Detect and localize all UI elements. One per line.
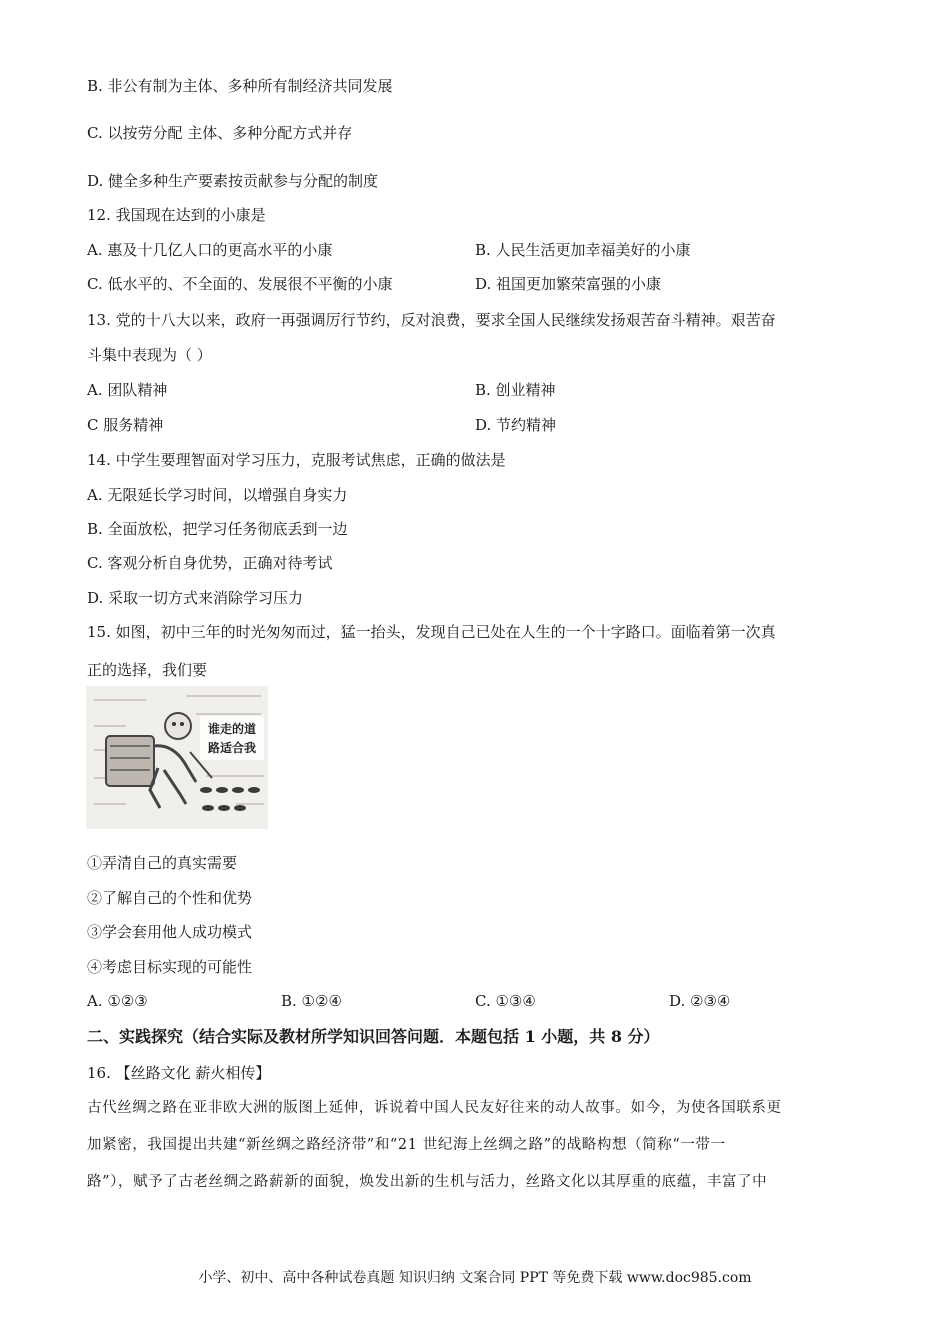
q11-option-b: B. 非公有制为主体、多种所有制经济共同发展 <box>87 77 393 95</box>
q16-paragraph-line2: 加紧密，我国提出共建“新丝绸之路经济带”和“21 世纪海上丝绸之路”的战略构想（简称“一带一 <box>87 1137 726 1153</box>
q15-choice-a: A. ①②③ <box>87 992 148 1010</box>
q14-stem: 14. 中学生要理智面对学习压力，克服考试焦虑，正确的做法是 <box>87 451 506 469</box>
q12-option-a: A. 惠及十几亿人口的更高水平的小康 <box>87 241 333 259</box>
cartoon-caption-line1: 谁走的道 <box>207 722 257 736</box>
q14-option-c: C. 客观分析自身优势，正确对待考试 <box>87 554 333 572</box>
q11-option-d: D. 健全多种生产要素按贡献参与分配的制度 <box>87 172 379 190</box>
q15-stem-line2: 正的选择，我们要 <box>87 661 208 679</box>
q12-option-b: B. 人民生活更加幸福美好的小康 <box>475 241 691 259</box>
q16-paragraph-line1: 古代丝绸之路在亚非欧大洲的版图上延伸，诉说着中国人民友好往来的动人故事。如今，为使各国联系更 <box>87 1100 782 1116</box>
q15-choice-b: B. ①②④ <box>281 992 342 1010</box>
q14-option-d: D. 采取一切方式来消除学习压力 <box>87 589 304 607</box>
q11-option-c: C. 以按劳分配 主体、多种分配方式并存 <box>87 124 353 142</box>
q14-option-a: A. 无限延长学习时间，以增强自身实力 <box>87 486 348 504</box>
q13-option-b: B. 创业精神 <box>475 381 556 399</box>
q12-stem: 12. 我国现在达到的小康是 <box>87 206 266 224</box>
page-footer: 小学、初中、高中各种试卷真题 知识归纳 文案合同 PPT 等免费下载 www.doc985.com <box>198 1270 752 1286</box>
q15-item-3: ③学会套用他人成功模式 <box>87 923 253 941</box>
q15-item-2: ②了解自己的个性和优势 <box>87 889 253 907</box>
q13-stem-line1: 13. 党的十八大以来，政府一再强调厉行节约，反对浪费，要求全国人民继续发扬艰苦奋斗精神。艰苦奋 <box>87 311 776 329</box>
q12-option-c: C. 低水平的、不全面的、发展很不平衡的小康 <box>87 275 393 293</box>
cartoon-illustration <box>86 686 268 829</box>
q15-item-1: ①弄清自己的真实需要 <box>87 854 238 872</box>
crossroads-cartoon <box>86 686 268 829</box>
q14-option-b: B. 全面放松，把学习任务彻底丢到一边 <box>87 520 348 538</box>
q13-stem-line2: 斗集中表现为（ ） <box>87 346 212 364</box>
q15-item-4: ④考虑目标实现的可能性 <box>87 958 253 976</box>
q15-choice-c: C. ①③④ <box>475 992 536 1010</box>
q16-paragraph-line3: 路”），赋予了古老丝绸之路薪新的面貌，焕发出新的生机与活力，丝路文化以其厚重的底蕴，丰富了中 <box>87 1174 768 1190</box>
cartoon-caption-line2: 路适合我 <box>207 741 257 755</box>
q12-option-d: D. 祖国更加繁荣富强的小康 <box>475 275 662 293</box>
q13-option-c: C 服务精神 <box>87 416 164 434</box>
q15-choice-d: D. ②③④ <box>669 992 731 1010</box>
q16-title: 16. 【丝路文化 薪火相传】 <box>87 1064 271 1082</box>
q13-option-d: D. 节约精神 <box>475 416 557 434</box>
q13-option-a: A. 团队精神 <box>87 381 168 399</box>
section-heading: 二、实践探究（结合实际及教材所学知识回答问题．本题包括 1 小题，共 8 分） <box>87 1027 660 1046</box>
q15-stem-line1: 15. 如图，初中三年的时光匆匆而过，猛一抬头，发现自己已处在人生的一个十字路口。面临着第一次真 <box>87 623 776 641</box>
